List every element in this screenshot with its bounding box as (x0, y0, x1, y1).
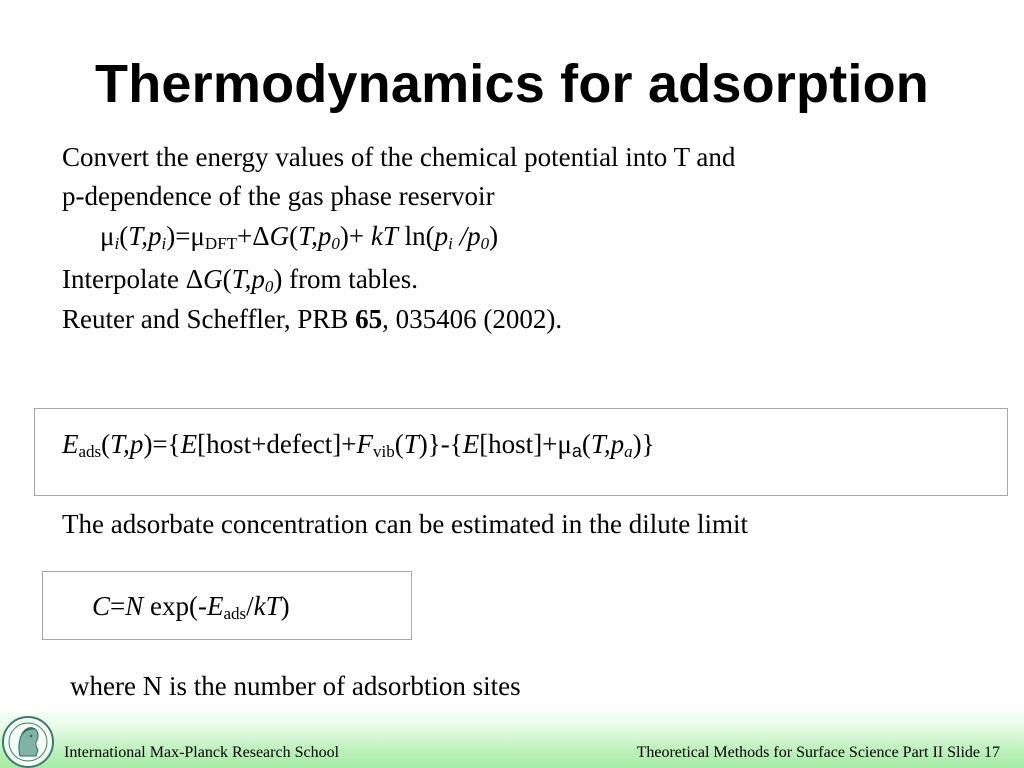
eads-f: F (356, 429, 374, 459)
interpolate-line (62, 263, 418, 295)
eads-sub-a: a (571, 441, 582, 461)
eq1-tp0: T,p (298, 221, 332, 251)
adsorption-energy-equation (62, 428, 655, 460)
eq1-tp: T,p (128, 221, 162, 251)
eq1-ln: ln (397, 221, 426, 251)
eq1-p: p (434, 221, 449, 251)
eads-p3: ( (394, 429, 404, 459)
interpolate-g: G (203, 264, 223, 294)
eq1-close-plus: )+ (339, 221, 371, 251)
eads-p4: )}-{ (418, 429, 463, 459)
eq1-sub-0-2: 0 (480, 234, 490, 253)
reference-line (62, 303, 562, 335)
eads-e: E (62, 429, 79, 459)
intro-line-1: Convert the energy values of the chemical potential into T and (62, 142, 736, 172)
interpolate-sub-0: 0 (264, 277, 274, 296)
conc-n: N (125, 591, 144, 621)
adsorption-sites-text: where N is the number of adsorbtion sites (70, 671, 521, 701)
eads-e3: E (462, 429, 480, 459)
eq1-mu: μ (100, 221, 115, 251)
footer-school-name: International Max-Planck Research School (64, 744, 340, 761)
intro-line-2: p-dependence of the gas phase reservoir (62, 181, 495, 211)
eq1-eqmu: )=μ (166, 221, 205, 251)
interpolate-paren-open: ( (222, 264, 232, 294)
eads-sub-vib: vib (373, 442, 395, 461)
eq1-dft: DFT (204, 234, 238, 253)
eq1-sub-i: i (114, 234, 120, 253)
interpolate-suffix: from tables. (282, 264, 419, 294)
eq1-paren-2: ( (289, 221, 299, 251)
eads-p6: )} (632, 429, 655, 459)
conc-exp: exp(- (143, 591, 207, 621)
interpolate-prefix: Interpolate Δ (62, 264, 204, 294)
conc-c: C (92, 591, 111, 621)
conc-close: ) (280, 591, 290, 621)
eq1-sub-0: 0 (331, 234, 340, 253)
eq1-plus-delta: +Δ (237, 221, 270, 251)
eq1-kt: kT (370, 221, 398, 251)
conc-slash: / (246, 591, 254, 621)
interpolate-paren-close: ) (273, 264, 283, 294)
eads-p2: )={ (143, 429, 181, 459)
slide-title: Thermodynamics for adsorption (95, 54, 929, 114)
eads-p1: ( (101, 429, 111, 459)
interpolate-tp: T,p (231, 264, 265, 294)
concentration-equation (92, 590, 290, 622)
eads-sub-ads: ads (78, 442, 102, 461)
eq1-slash-p: /p (452, 221, 481, 251)
conc-sub-ads: ads (223, 604, 247, 623)
reference-suffix: , 035406 (2002). (382, 304, 563, 334)
eq1-sub-i-3: i (448, 234, 453, 253)
eq1-paren: ( (119, 221, 129, 251)
footer-course-slide: Theoretical Methods for Surface Science Part II Slide 17 (636, 744, 1000, 761)
dilute-limit-text: The adsorbate concentration can be estimated in the dilute limit (62, 509, 749, 539)
conc-kt: kT (253, 591, 281, 621)
conc-e: E (206, 591, 224, 621)
eads-host-defect: [host+defect]+ (197, 429, 357, 459)
eads-t: T (403, 429, 419, 459)
minerva-logo-icon (0, 712, 56, 768)
eads-host-mu: [host]+μ (479, 429, 572, 459)
eq1-sub-i-2: i (161, 234, 167, 253)
eq1-g: G (269, 221, 290, 251)
eq1-paren-3: ( (425, 221, 435, 251)
eads-tpa: T,p (590, 429, 625, 459)
conc-eq: = (110, 591, 126, 621)
eads-e2: E (180, 429, 198, 459)
eads-sub-a2: a (624, 442, 633, 461)
eq1-close: ) (489, 221, 499, 251)
chemical-potential-equation (100, 220, 498, 252)
reference-prefix: Reuter and Scheffler, PRB (62, 304, 356, 334)
reference-volume: 65 (355, 304, 383, 334)
eads-p5: ( (581, 429, 591, 459)
eads-tp: T,p (110, 429, 144, 459)
